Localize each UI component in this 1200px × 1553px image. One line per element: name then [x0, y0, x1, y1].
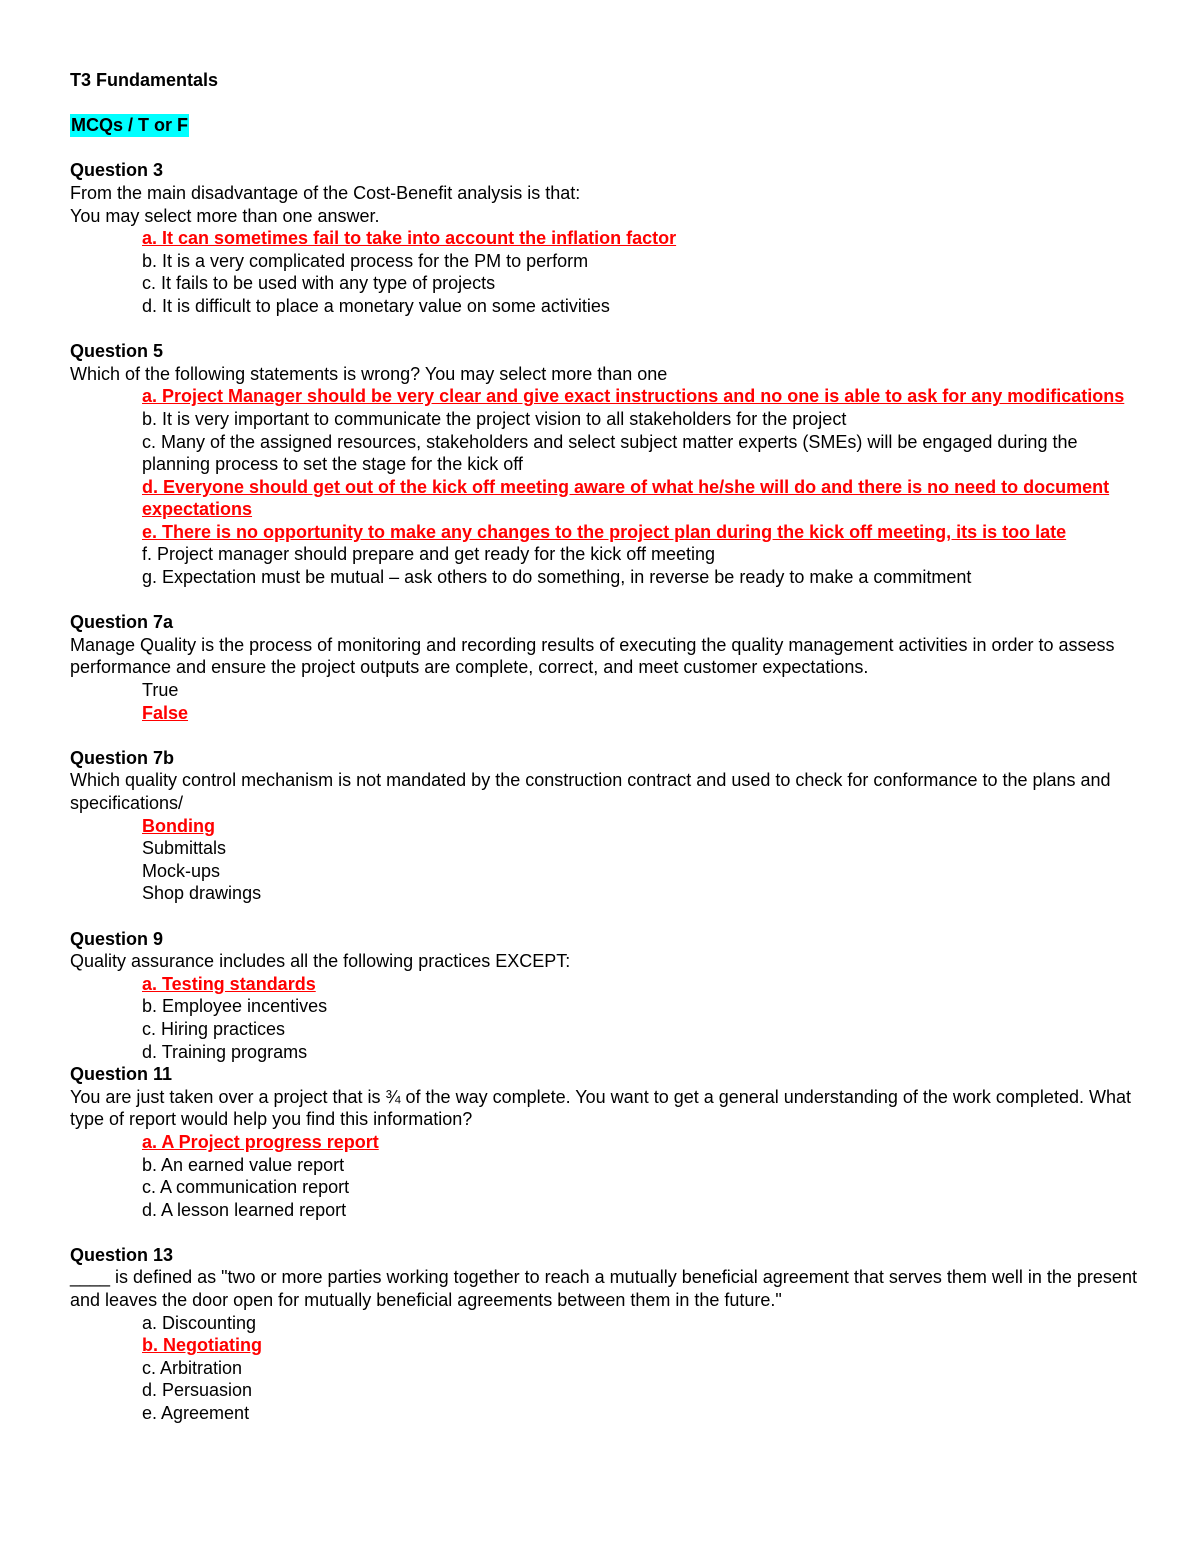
answer-options	[70, 679, 1140, 724]
spacer	[70, 137, 1140, 160]
question-block	[70, 611, 1140, 724]
answer-option: b. It is very important to communicate the project vision to all stakeholders for the project	[142, 408, 847, 429]
answer-options	[70, 973, 1140, 1063]
question-block	[70, 1063, 1140, 1221]
correct-answer-option: a. Testing standards	[142, 973, 316, 994]
answer-option: b. It is a very complicated process for the PM to perform	[142, 250, 589, 271]
spacer	[70, 589, 1140, 612]
question-title: Question 11	[70, 1064, 173, 1085]
correct-answer-option: a. Project Manager should be very clear and give exact instructions and no one is able to ask for any modifications	[142, 386, 1125, 407]
question-text: ____ is defined as "two or more parties working together to reach a mutually beneficial agreement that serves them well in the present and leaves the door open for mutually beneficial agreements between them in the future."	[70, 1267, 1137, 1311]
question-text: Which of the following statements is wrong? You may select more than one	[70, 363, 668, 384]
answer-option: a. Discounting	[142, 1312, 257, 1333]
correct-answer-option: Bonding	[142, 815, 215, 836]
answer-options	[70, 1131, 1140, 1221]
question-text: Quality assurance includes all the following practices EXCEPT:	[70, 951, 571, 972]
correct-answer-option: e. There is no opportunity to make any changes to the project plan during the kick off meeting, its is too late	[142, 521, 1067, 542]
section-heading: MCQs / T or F	[71, 115, 188, 136]
document-title: T3 Fundamentals	[70, 70, 219, 90]
answer-option: c. Hiring practices	[142, 1018, 286, 1039]
question-text: You are just taken over a project that is ¾ of the way complete. You want to get a general understanding of the work completed. What type of report would help you find this information?	[70, 1086, 1131, 1130]
answer-options	[70, 385, 1140, 588]
answer-option: Mock-ups	[142, 860, 221, 881]
correct-answer-option: a. A Project progress report	[142, 1131, 379, 1152]
correct-answer-option: a. It can sometimes fail to take into account the inflation factor	[142, 228, 677, 249]
question-block	[70, 340, 1140, 589]
question-block	[70, 747, 1140, 905]
question-title: Question 3	[70, 160, 164, 181]
answer-option: b. An earned value report	[142, 1154, 345, 1175]
spacer	[70, 1221, 1140, 1244]
question-title: Question 13	[70, 1244, 174, 1265]
answer-option: d. It is difficult to place a monetary value on some activities	[142, 295, 610, 316]
spacer	[70, 724, 1140, 747]
question-title: Question 7a	[70, 612, 174, 633]
question-block	[70, 928, 1140, 1064]
answer-option: f. Project manager should prepare and get ready for the kick off meeting	[142, 544, 715, 565]
question-text: From the main disadvantage of the Cost-Benefit analysis is that:	[70, 182, 581, 203]
question-text: You may select more than one answer.	[70, 205, 380, 226]
correct-answer-option: d. Everyone should get out of the kick off meeting aware of what he/she will do and there is no need to document expectations	[142, 476, 1110, 520]
answer-option: Shop drawings	[142, 883, 262, 904]
question-block	[70, 159, 1140, 317]
document-page	[70, 69, 1140, 1425]
correct-answer-option: b. Negotiating	[142, 1335, 262, 1356]
question-title: Question 9	[70, 928, 164, 949]
spacer	[70, 905, 1140, 928]
question-text: Manage Quality is the process of monitoring and recording results of executing the quality management activities in order to assess performance and ensure the project outputs are complete, correct, and meet customer expectations.	[70, 634, 1115, 678]
question-title: Question 5	[70, 341, 164, 362]
question-block	[70, 1244, 1140, 1425]
answer-option: c. Many of the assigned resources, stakeholders and select subject matter experts (SMEs) will be engaged during the planning process to set the stage for the kick off	[142, 431, 1078, 475]
answer-option: d. Training programs	[142, 1041, 308, 1062]
answer-option: g. Expectation must be mutual – ask others to do something, in reverse be ready to make a commitment	[142, 567, 972, 588]
answer-options	[70, 227, 1140, 317]
answer-option: d. Persuasion	[142, 1380, 253, 1401]
answer-option: d. A lesson learned report	[142, 1199, 347, 1220]
answer-option: e. Agreement	[142, 1403, 250, 1424]
answer-option: c. It fails to be used with any type of projects	[142, 273, 496, 294]
correct-answer-option: False	[142, 702, 189, 723]
question-list	[70, 159, 1140, 1424]
answer-option: True	[142, 680, 179, 701]
answer-option: c. A communication report	[142, 1177, 350, 1198]
question-text: Which quality control mechanism is not mandated by the construction contract and used to check for conformance to the plans and specifications/	[70, 770, 1111, 813]
answer-options	[70, 1312, 1140, 1425]
question-title: Question 7b	[70, 747, 175, 768]
spacer	[70, 92, 1140, 115]
spacer	[70, 318, 1140, 341]
answer-option: b. Employee incentives	[142, 996, 328, 1017]
answer-option: c. Arbitration	[142, 1357, 243, 1378]
answer-options	[70, 815, 1140, 905]
answer-option: Submittals	[142, 838, 227, 859]
